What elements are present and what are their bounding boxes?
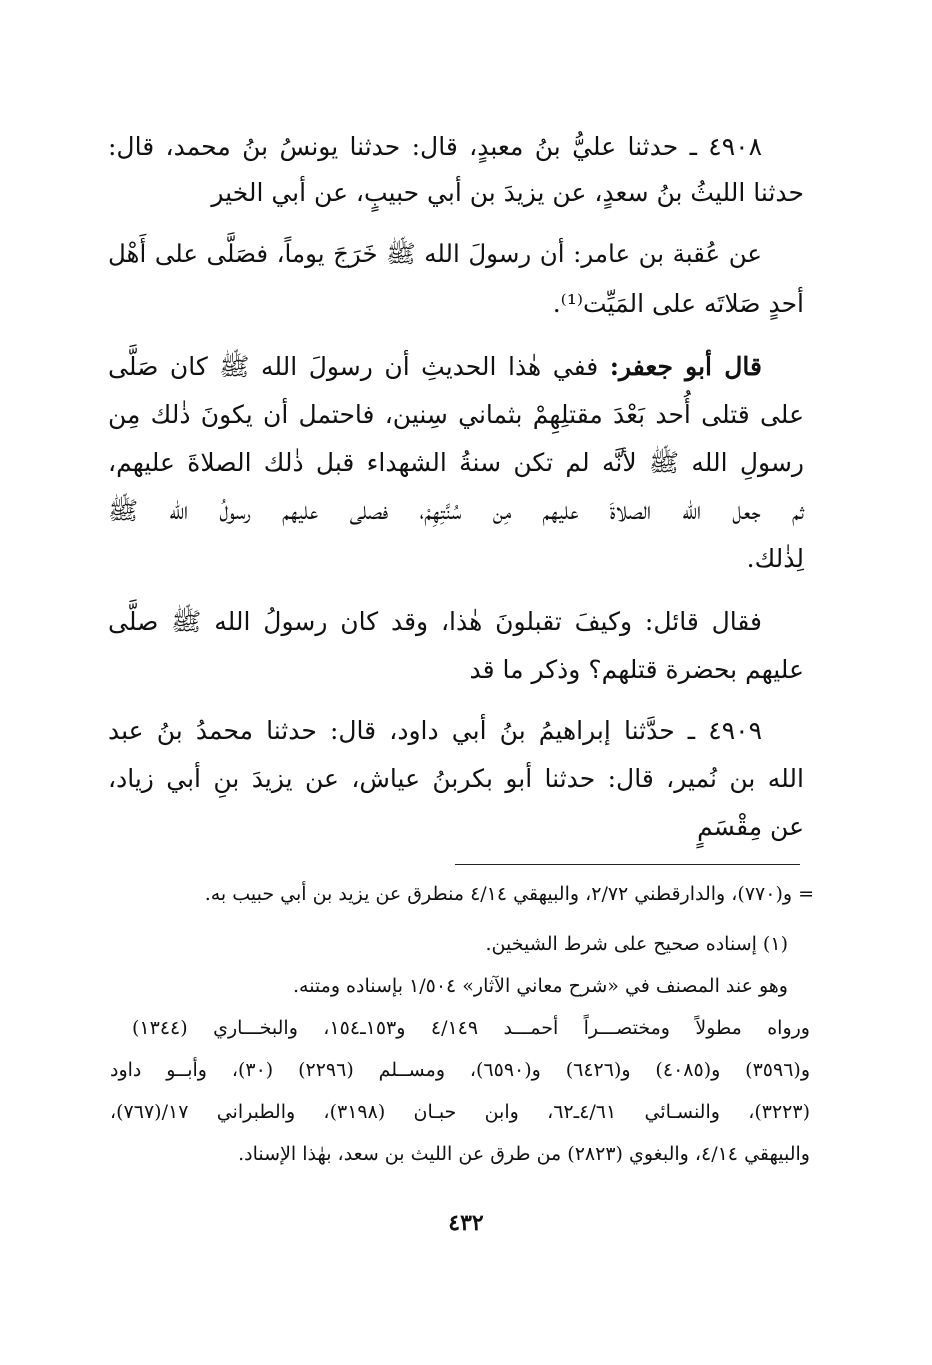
footnote-line: = و(٧٧٠)، والدارقطني ٢/٧٢، والبيهقي ٤/١٤ منطرق عن يزيد بن أبي حبيب به. (204, 883, 814, 905)
footnote-line: والبيهقي ٤/١٤، والبغوي (٢٨٢٣) من طرق عن الليث بن سعد، بهٰذا الإسناد. (238, 1143, 810, 1165)
text-line: ٤٩٠٩ ـ حدَّثنا إبراهيمُ بنُ أبي داود، قال: حدثنا محمدُ بنُ عبد (108, 716, 762, 745)
footnote-line: (٣٢٢٣)، والنسـائي ٤/٦١ـ٦٢، وابن حبـان (٣١٩٨)، والطبراني ١٧/(٧٦٧)، (110, 1101, 811, 1123)
text-line: ثم جعل الله الصلاةَ عليهم مِن سُنَّتِهِمْ، فصلى عليهم رسولُ الله ﷺ (108, 496, 804, 525)
footnote-line: و(٣٥٩٦) و(٤٠٨٥) و(٦٤٢٦) و(٦٥٩٠)، ومســلم (٢٢٩٦) (٣٠)، وأبــو داود (110, 1059, 810, 1081)
text-line: لِذٰلك. (746, 544, 804, 573)
text-line: عليهم بحضرة قتلهم؟ وذكر ما قد (469, 655, 804, 684)
footnote-line: ورواه مطولاً ومختصـــراً أحمـــد ٤/١٤٩ و١٥٣ـ١٥٤، والبخـــاري (١٣٤٤) (132, 1017, 810, 1039)
text-line: على قتلى أُحد بَعْدَ مقتلِهِمْ بثماني سِنين، فاحتمل أن يكونَ ذٰلك مِن (108, 400, 804, 429)
text-line: رسولِ الله ﷺ لأنَّه لم تكن سنةُ الشهداء قبل ذٰلك الصلاةَ عليهم، (108, 448, 804, 477)
speaker-label: قال أبو جعفر: (609, 352, 762, 381)
footnote-separator (455, 864, 800, 865)
text-line: فقال قائل: وكيفَ تقبلونَ هٰذا، وقد كان رسولُ الله ﷺ صلَّى (108, 607, 762, 636)
text-line: ٤٩٠٨ ـ حدثنا عليُّ بنُ معبدٍ، قال: حدثنا يونسُ بنُ محمد، قال: (108, 132, 762, 161)
page-number: ٤٣٢ (448, 1210, 484, 1236)
text-line: عن عُقبة بن عامر: أن رسولَ الله ﷺ خَرَجَ يوماً، فصَلَّى على أَهْل (108, 239, 762, 268)
text-line: الله بن نُمير، قال: حدثنا أبو بكربنُ عياش، عن يزيدَ بنِ أبي زياد، (108, 764, 804, 793)
text-line: حدثنا الليثُ بنُ سعدٍ، عن يزيدَ بن أبي حبيبٍ، عن أبي الخير (211, 178, 804, 207)
text-line: أحدٍ صَلاتَه على المَيِّت⁽¹⁾. (552, 289, 804, 318)
footnote-line: (١) إسناده صحيح على شرط الشيخين. (485, 933, 788, 955)
text-line (108, 350, 762, 390)
text-line-rest: ففي هٰذا الحديثِ أن رسولَ الله ﷺ كان صَلَّى (108, 352, 610, 381)
footnote-line: وهو عند المصنف في «شرح معاني الآثار» ١/٥٠٤ بإسناده ومتنه. (292, 975, 788, 997)
text-line: عن مِقْسَمٍ (697, 812, 804, 841)
